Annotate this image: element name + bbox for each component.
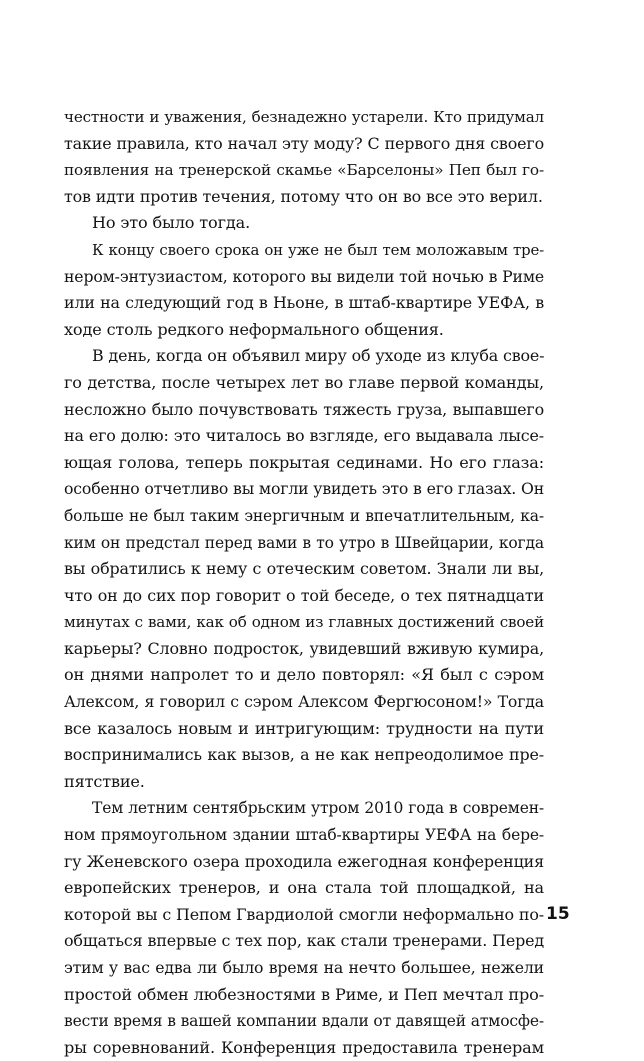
text-line: простой обмен любезностями в Риме, и Пеп мечтал про- — [64, 984, 544, 1004]
text-line: или на следующий год в Ньоне, в штаб-квартире УЕФА, в — [64, 293, 544, 313]
text-line: тов идти против течения, потому что он во все это верил. — [64, 186, 543, 206]
text-line: которой вы с Пепом Гвардиолой смогли неформально по- — [64, 904, 544, 924]
text-line: нером-энтузиастом, которого вы видели той ночью в Риме — [64, 266, 545, 286]
text-line: го детства, после четырех лет во главе первой команды, — [64, 372, 544, 392]
text-line: европейских тренеров, и она стала той площадкой, на — [64, 878, 544, 898]
text-line: несложно было почувствовать тяжесть груза, выпавшего — [64, 399, 544, 419]
text-line: вести время в вашей компании вдали от давящей атмосфе- — [64, 1012, 544, 1031]
text-line: он днями напролет то и дело повторял: «Я был с сэром — [64, 665, 544, 685]
text-line: на его долю: это читалось во взгляде, его выдавала лысе- — [64, 426, 544, 446]
text-line: В день, когда он объявил миру об уходе из клуба свое- — [92, 346, 545, 366]
text-line: К концу своего срока он уже не был тем моложавым тре- — [92, 240, 544, 259]
text-line: ким он предстал перед вами в то утро в Швейцарии, когда — [64, 533, 544, 552]
text-line: вы обратились к нему с отеческим советом. Знали ли вы, — [64, 559, 544, 579]
text-line: Тем летним сентябрьским утром 2010 года в современ- — [92, 799, 544, 818]
text-line: ющая голова, теперь покрытая сединами. Но его глаза: — [64, 452, 544, 472]
text-line: что он до сих пор говорит о той беседе, о тех пятнадцати — [64, 585, 544, 605]
text-line: ходе столь редкого неформального общения. — [64, 319, 444, 339]
text-line: Но это было тогда. — [92, 213, 251, 233]
text-line: карьеры? Словно подросток, увидевший вживую кумира, — [64, 638, 544, 658]
text-line: ном прямоугольном здании штаб-квартиры УЕФА на бере- — [64, 826, 544, 845]
text-line: все казалось новым и интригующим: трудности на пути — [64, 718, 544, 738]
text-line: воспринимались как вызов, а не как непреодолимое пре- — [64, 745, 544, 765]
text-line: больше не был таким энергичным и впечатлительным, ка- — [64, 506, 544, 525]
text-line: Алексом, я говорил с сэром Алексом Фергюсоном!» Тогда — [64, 692, 544, 712]
text-line: пятствие. — [64, 771, 145, 791]
text-line: появления на тренерской скамье «Барселоны» Пеп был го- — [64, 161, 544, 180]
text-line: особенно отчетливо вы могли увидеть это в его глазах. Он — [64, 479, 544, 499]
body-text — [64, 104, 544, 1061]
text-line: такие правила, кто начал эту моду? С первого дня своего — [64, 133, 544, 153]
page-number: 15 — [546, 904, 570, 924]
text-line: минутах с вами, как об одном из главных достижений своей — [64, 613, 544, 632]
text-line: общаться впервые с тех пор, как стали тренерами. Перед — [64, 931, 544, 951]
text-line: честности и уважения, безнадежно устарели. Кто придумал — [64, 108, 544, 126]
text-line: ры соревнований. Конференция предоставила тренерам — [64, 1037, 544, 1057]
text-line: этим у вас едва ли было время на нечто большее, нежели — [64, 958, 544, 977]
text-line: гу Женевского озера проходила ежегодная конференция — [64, 851, 544, 871]
